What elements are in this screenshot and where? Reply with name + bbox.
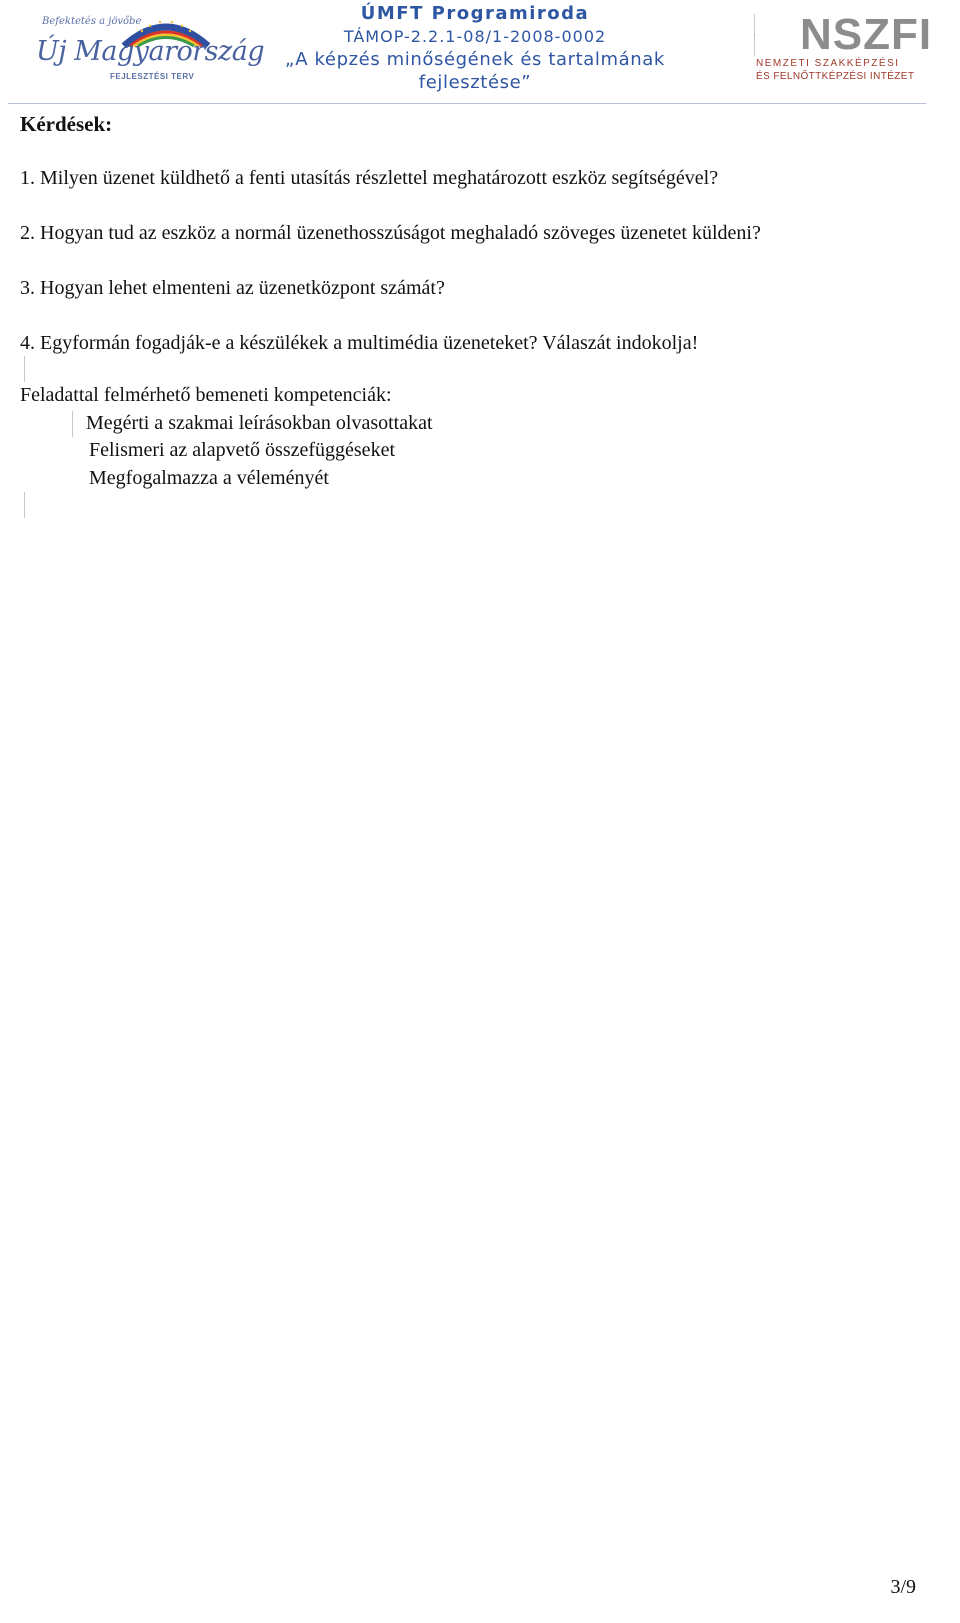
nszfi-name-line2: ÉS FELNŐTTKÉPZÉSI INTÉZET — [756, 71, 915, 82]
uj-magyarorszag-logo — [34, 10, 265, 85]
text-cursor-mark — [24, 492, 25, 518]
logo-tagline: Befektetés a jövőbe — [42, 16, 142, 27]
logo-plan: FEJLESZTÉSI TERV — [110, 72, 195, 81]
question-2: 2. Hogyan tud az eszköz a normál üzenethosszúságot meghaladó szöveges üzenetet küldeni? — [20, 222, 761, 244]
question-1: 1. Milyen üzenet küldhető a fenti utasítás részlettel meghatározott eszköz segítségével? — [20, 167, 719, 189]
competencies-title: Feladattal felmérhető bemeneti kompetenciák: — [20, 384, 392, 406]
page-header — [0, 0, 960, 110]
questions-heading: Kérdések: — [20, 112, 113, 136]
header-office: ÚMFT Programiroda — [360, 3, 590, 24]
nszfi-logo — [754, 10, 933, 86]
logo-name: Új Magyarország — [36, 36, 265, 67]
header-project-title-cont: fejlesztése” — [418, 72, 532, 93]
header-project-title: „A képzés minőségének és tartalmának — [285, 49, 665, 70]
text-cursor-mark — [72, 411, 73, 437]
page-number: 3/9 — [890, 1576, 916, 1598]
header-divider — [8, 103, 926, 104]
question-4: 4. Egyformán fogadják-e a készülékek a multimédia üzeneteket? Válaszát indokolja! — [20, 332, 699, 354]
competency-item: Megfogalmazza a véleményét — [89, 467, 329, 489]
header-title-block — [270, 2, 680, 94]
header-project-code: TÁMOP-2.2.1-08/1-2008-0002 — [343, 27, 607, 46]
competency-item: Felismeri az alapvető összefüggéseket — [89, 439, 395, 461]
competency-item: Megérti a szakmai leírásokban olvasottakat — [86, 412, 433, 434]
question-3: 3. Hogyan lehet elmenteni az üzenetközpont számát? — [20, 277, 445, 299]
nszfi-emblem-icon — [754, 14, 755, 56]
nszfi-abbreviation: NSZFI — [800, 10, 933, 59]
nszfi-name-line1: NEMZETI SZAKKÉPZÉSI — [756, 58, 900, 69]
text-cursor-mark — [24, 356, 25, 382]
